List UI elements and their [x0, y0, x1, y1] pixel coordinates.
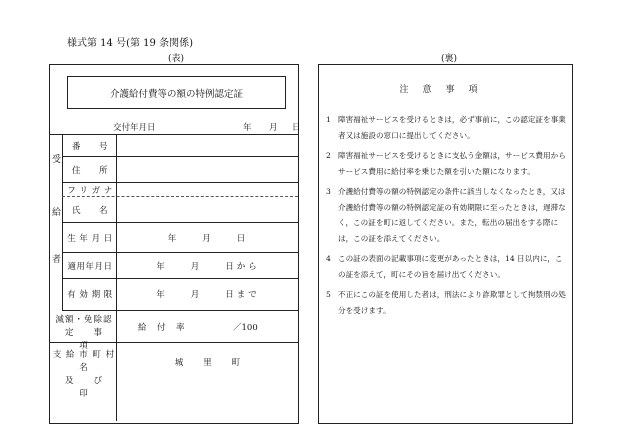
municipality-label-line2: 及 び 印 [64, 376, 123, 399]
furigana-row [62, 183, 298, 197]
name-row [62, 197, 298, 223]
issue-day: 日 [292, 123, 301, 133]
number-row [62, 135, 298, 157]
note-number: 2 [326, 151, 331, 160]
note-number: 5 [326, 290, 331, 299]
reduction-label-line1: 減額・免除認 [55, 315, 113, 325]
note-item [326, 251, 570, 282]
note-text: 障害福祉サービスを受けるときに支払う金額は，サービス費用からサービス費用に給付率を乗じた額を引いた額になります。 [338, 151, 566, 176]
note-text: 不正にこの証を使用した者は，刑法により詐欺罪として拘禁刑の処分を受けます。 [338, 290, 566, 315]
back-panel [318, 64, 573, 424]
notes-list [326, 112, 570, 323]
birth-date-label: 生 年 月 日 [67, 234, 113, 244]
front-panel [49, 64, 299, 424]
note-text: この証の表面の記載事項に変更があったときは，14 日以内に，この証を添えて，町にその旨を届け出てください。 [338, 254, 563, 279]
start-date-label: 適用年月日 [67, 262, 113, 272]
name-label: 氏 名 [71, 206, 108, 216]
reduction-row [50, 311, 298, 351]
note-number: 4 [326, 254, 331, 263]
note-item [326, 287, 570, 318]
municipality-name: 城 里 町 [174, 358, 242, 368]
issue-month: 月 [269, 123, 278, 133]
front-side-label: (表) [168, 54, 185, 64]
start-date-row [62, 253, 298, 279]
note-item [326, 184, 570, 246]
valid-until-label: 有 効 期 限 [67, 290, 113, 300]
valid-until-value: 年 月 日まで [156, 290, 260, 300]
municipality-row [50, 343, 298, 399]
start-date-value: 年 月 日から [156, 262, 260, 272]
recipient-grid [50, 134, 298, 421]
notes-title: 注意事項 [399, 85, 492, 95]
note-number: 1 [326, 115, 331, 124]
reduction-label-line2: 定 事 項 [64, 328, 123, 351]
note-item [326, 148, 570, 179]
number-label: 番 号 [71, 142, 108, 152]
birth-date-row [62, 223, 298, 253]
birth-date-value: 年 月 日 [167, 234, 249, 244]
recipient-side-char: 者 [51, 255, 61, 265]
address-label: 住 所 [71, 166, 108, 176]
issue-year: 年 [243, 123, 252, 133]
issue-date-label: 交付年月日 [113, 123, 156, 133]
back-side-label: (裏) [441, 54, 458, 64]
recipient-side-char: 受 [51, 155, 61, 165]
note-item [326, 112, 570, 143]
municipality-label [52, 349, 123, 401]
address-row [62, 157, 298, 183]
note-text: 障害福祉サービスを受けるときは，必ず事前に，この認定証を事業者又は施設の窓口に提出してください。 [338, 115, 566, 140]
certificate-title: 介護給付費等の額の特例認定証 [67, 76, 286, 109]
benefit-rate-value: ／100 [233, 323, 258, 333]
municipality-label-line1: 支 給 市 町 村 名 [52, 350, 116, 373]
benefit-rate-label: 給 付 率 [138, 323, 186, 333]
recipient-side-char: 給 [51, 208, 61, 218]
valid-until-row [62, 279, 298, 311]
note-number: 3 [326, 187, 331, 196]
note-text: 介護給付費等の額の特例認定の条件に該当しなくなったとき，又は介護給付費等の額の特例認定証の有効期限に至ったときは，遅滞なく，この証を町に返してください。また，転出の届出をする際には，この証を添えてください。 [338, 187, 566, 243]
furigana-label: フ リ ガ ナ [67, 186, 113, 196]
issue-date-row [50, 120, 301, 134]
form-number: 様式第 14 号(第 19 条関係) [67, 38, 193, 49]
